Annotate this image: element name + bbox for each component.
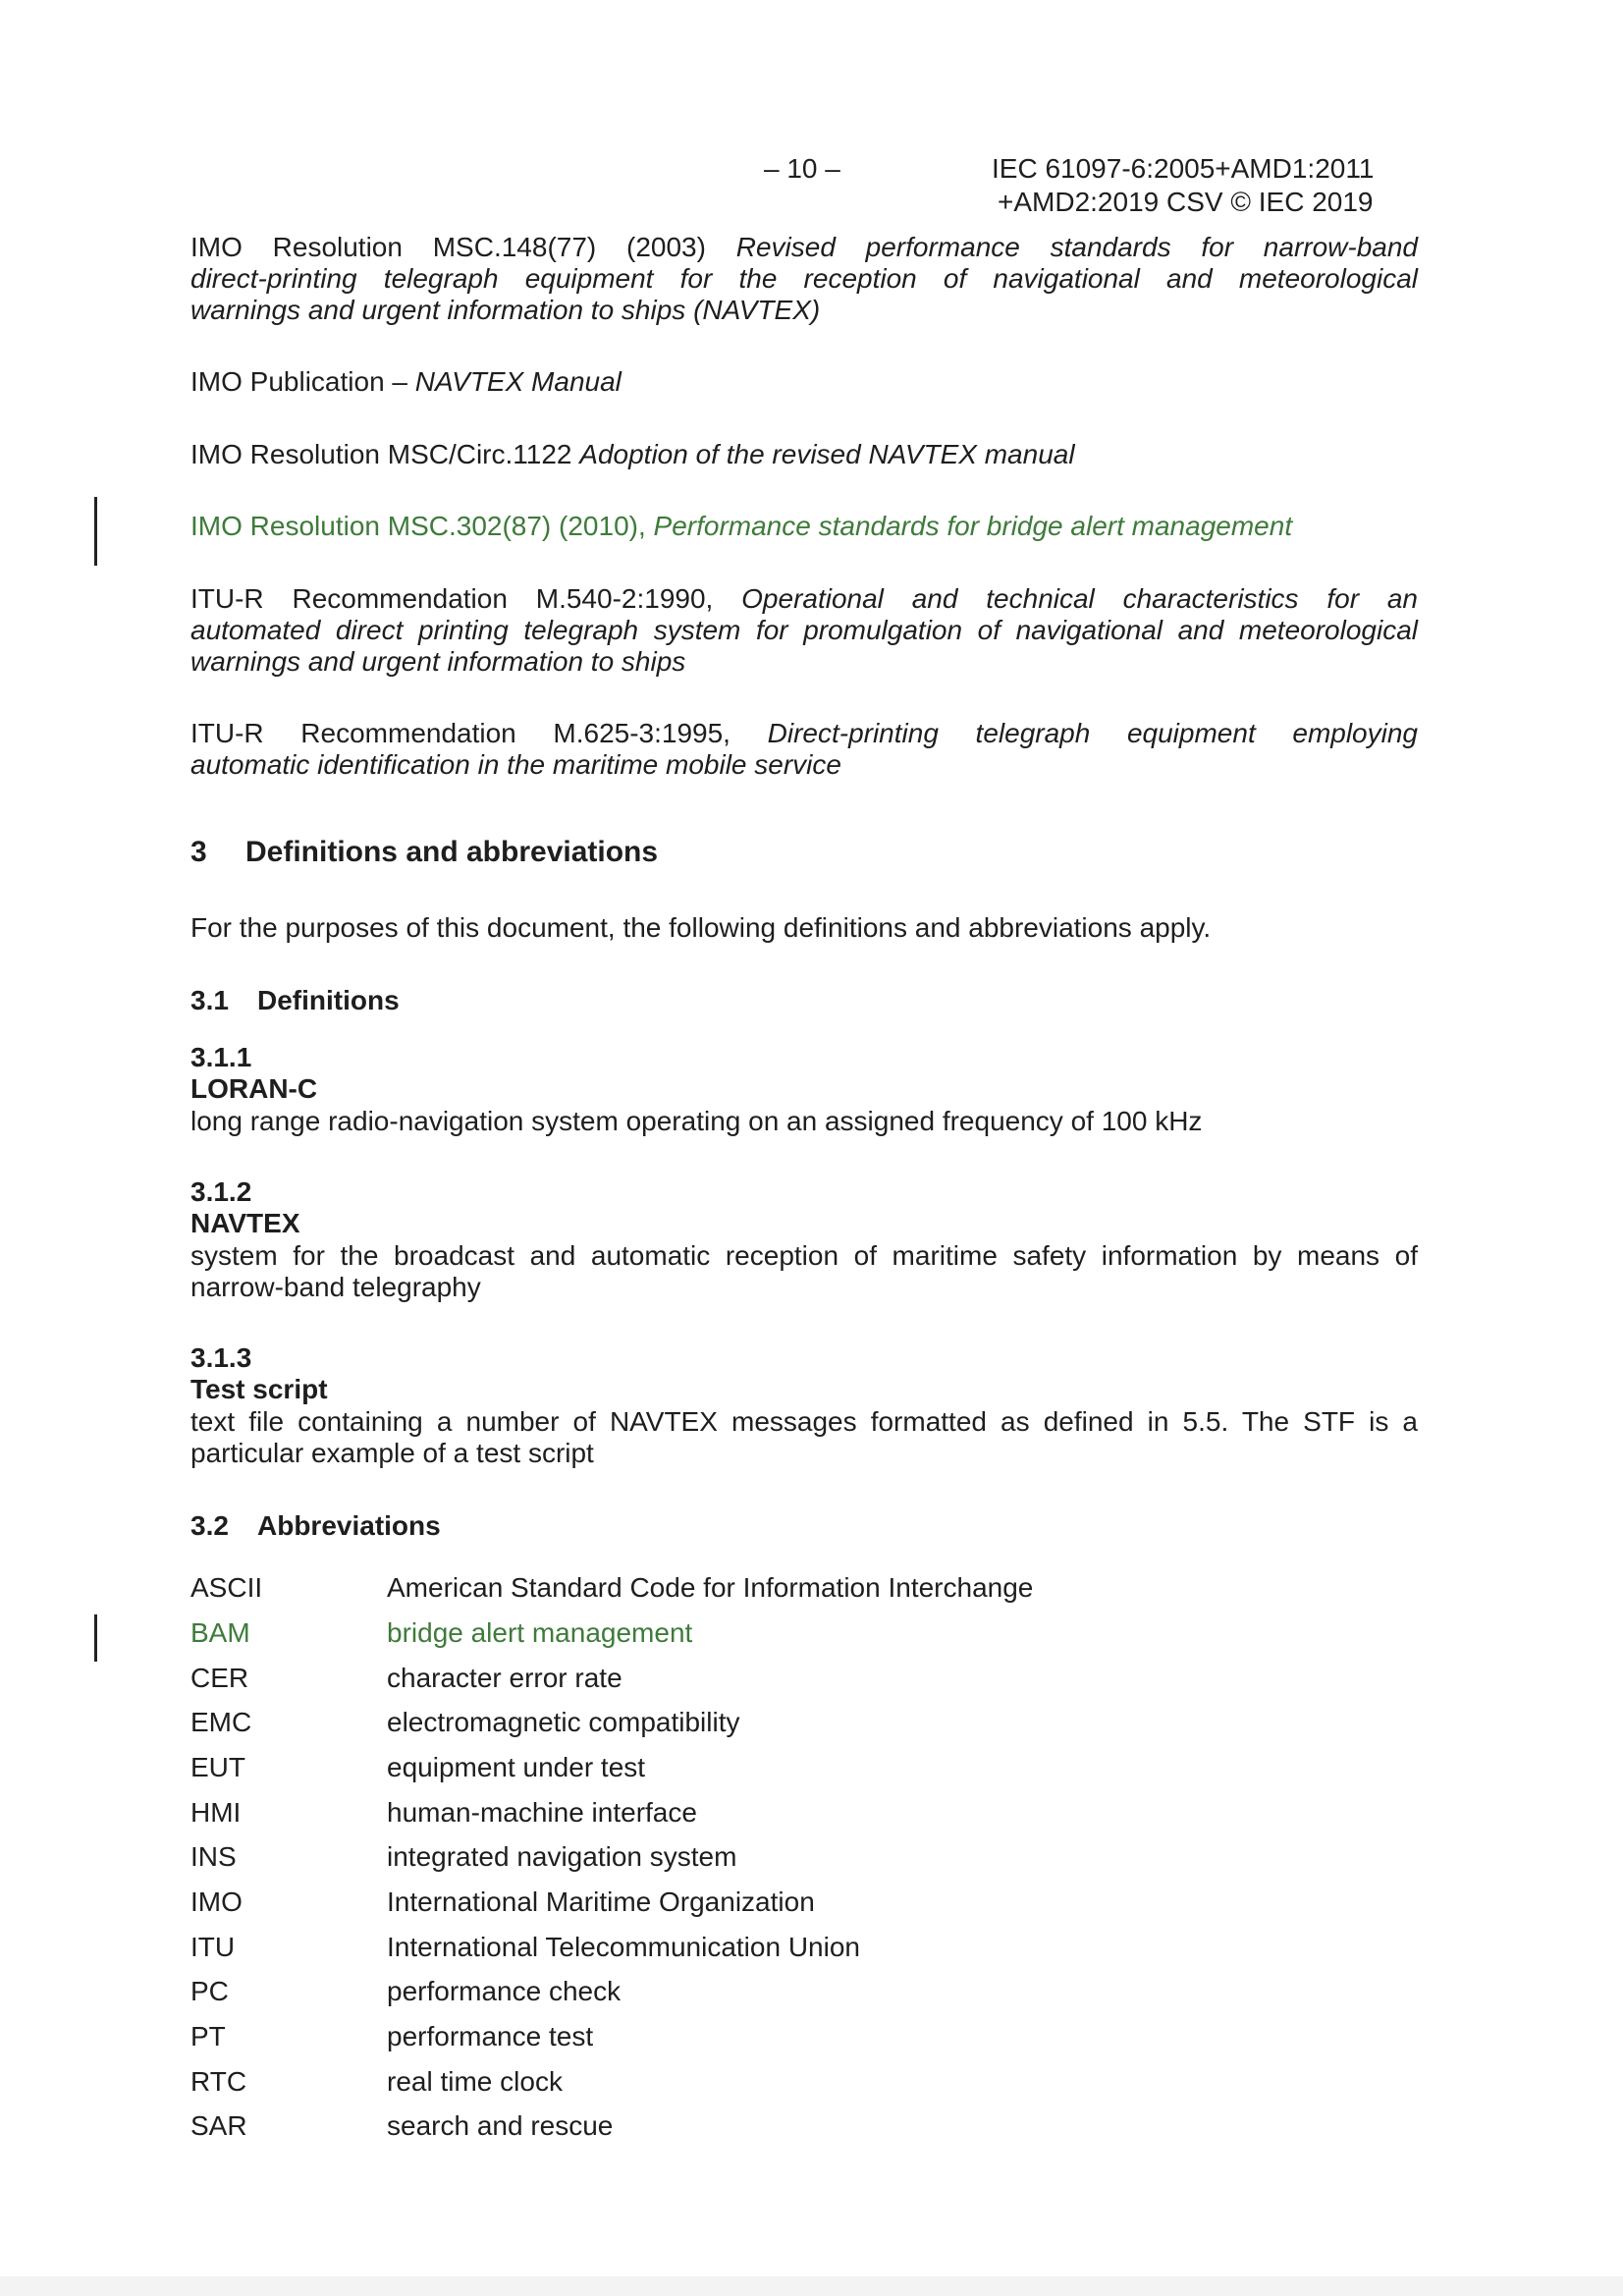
abbreviation-term: SAR (190, 2110, 247, 2141)
definition-number: 3.1.2 (190, 1176, 252, 1207)
ref-msc148-line3: warnings and urgent information to ships (NAVTEX) (190, 295, 821, 325)
ref-navtex-manual (190, 366, 622, 398)
abbreviation-meaning: performance check (387, 1976, 622, 2006)
abbreviation-term: PC (190, 1976, 229, 2006)
definition-text-cont: narrow-band telegraphy (190, 1272, 481, 1302)
definition-term: LORAN-C (190, 1073, 318, 1104)
definition-term: NAVTEX (190, 1208, 300, 1238)
ref-circ1122-title: Adoption of the revised NAVTEX manual (579, 439, 1075, 469)
ref-circ1122-prefix: IMO Resolution MSC/Circ.1122 (190, 439, 572, 469)
abbreviation-term: EMC (190, 1707, 252, 1737)
ref-msc148-line1 (190, 232, 1418, 263)
definition-text: text file containing a number of NAVTEX messages formatted as defined in 5.5. The STF is a (190, 1406, 1418, 1437)
abbreviation-term: EUT (190, 1752, 245, 1782)
section-3-intro: For the purposes of this document, the following definitions and abbreviations apply. (190, 912, 1212, 943)
abbreviation-term: IMO (190, 1886, 243, 1917)
abbreviation-term: BAM (190, 1617, 250, 1648)
abbreviation-term: RTC (190, 2066, 247, 2097)
abbreviation-meaning: performance test (387, 2021, 594, 2051)
ref-msc148-line2: direct-printing telegraph equipment for the reception of navigational and meteorological (190, 263, 1418, 294)
ref-m625-title-1: Direct-printing telegraph equipment employing (767, 718, 1418, 748)
ref-circ1122 (190, 439, 1075, 470)
abbreviation-meaning: bridge alert management (387, 1617, 693, 1648)
section-3-2-title: Abbreviations (257, 1510, 441, 1541)
abbreviation-meaning: real time clock (387, 2066, 563, 2097)
section-3-1-number: 3.1 (190, 985, 229, 1015)
ref-msc148-title-1: Revised performance standards for narrow-band (735, 232, 1418, 262)
document-id-amendment: +AMD2:2019 CSV © IEC 2019 (998, 187, 1374, 217)
ref-msc302-title: Performance standards for bridge alert management (653, 511, 1293, 541)
ref-navtex-manual-title: NAVTEX Manual (414, 366, 622, 397)
abbreviation-term: CER (190, 1663, 249, 1693)
section-3-title: Definitions and abbreviations (245, 836, 659, 868)
definition-text-cont: particular example of a test script (190, 1438, 594, 1468)
abbreviation-term: PT (190, 2021, 226, 2051)
abbreviation-term: ASCII (190, 1572, 263, 1603)
document-id: IEC 61097-6:2005+AMD1:2011 (992, 153, 1375, 184)
ref-m540-line3: warnings and urgent information to ships (190, 646, 686, 677)
ref-m540-line2: automated direct printing telegraph system for promulgation of navigational and meteorological (190, 615, 1418, 645)
ref-m540-title-1: Operational and technical characteristics for an (741, 583, 1419, 614)
abbreviation-meaning: electromagnetic compatibility (387, 1707, 740, 1737)
page-bottom-strip (0, 2276, 1623, 2296)
abbreviation-meaning: integrated navigation system (387, 1841, 737, 1872)
abbreviation-meaning: equipment under test (387, 1752, 646, 1782)
section-3-1-title: Definitions (257, 985, 400, 1015)
abbreviation-meaning: International Maritime Organization (387, 1886, 815, 1917)
ref-m625-line2: automatic identification in the maritime mobile service (190, 749, 841, 780)
change-bar (94, 497, 97, 566)
definition-text: system for the broadcast and automatic reception of maritime safety information by means of (190, 1240, 1418, 1271)
ref-navtex-manual-prefix: IMO Publication – (190, 366, 407, 397)
ref-msc148-prefix: IMO Resolution MSC.148(77) (2003) (190, 232, 706, 262)
section-3-2-number: 3.2 (190, 1510, 229, 1541)
definition-number: 3.1.1 (190, 1042, 252, 1072)
ref-m540-prefix: ITU-R Recommendation M.540-2:1990, (190, 583, 714, 614)
definition-number: 3.1.3 (190, 1342, 252, 1373)
abbreviation-term: INS (190, 1841, 237, 1872)
ref-m540-line1 (190, 583, 1418, 615)
abbreviation-meaning: search and rescue (387, 2110, 614, 2141)
abbreviation-meaning: International Telecommunication Union (387, 1932, 860, 1962)
abbreviation-term: HMI (190, 1797, 242, 1828)
abbreviation-term: ITU (190, 1932, 236, 1962)
abbreviation-meaning: character error rate (387, 1663, 622, 1693)
abbreviation-meaning: American Standard Code for Information Interchange (387, 1572, 1034, 1603)
definition-term: Test script (190, 1374, 328, 1404)
abbreviation-meaning: human-machine interface (387, 1797, 697, 1828)
change-bar (94, 1614, 97, 1662)
page-number: – 10 – (764, 153, 840, 184)
ref-msc302-prefix: IMO Resolution MSC.302(87) (2010), (190, 511, 646, 541)
section-3-number: 3 (190, 836, 207, 868)
ref-msc302 (190, 511, 1292, 542)
ref-m625-line1 (190, 718, 1418, 749)
ref-m625-prefix: ITU-R Recommendation M.625-3:1995, (190, 718, 730, 748)
definition-text: long range radio-navigation system operating on an assigned frequency of 100 kHz (190, 1106, 1203, 1136)
